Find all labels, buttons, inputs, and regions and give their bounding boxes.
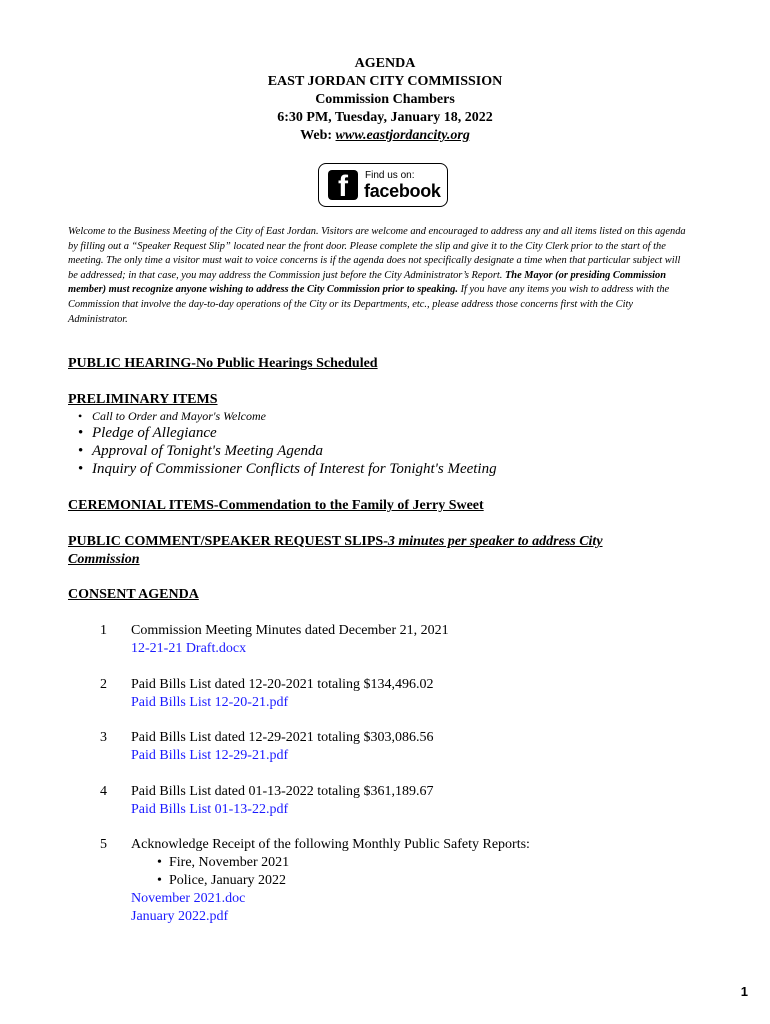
welcome-bold-text: The Mayor (or presiding Commission member) must recognize anyone wishing to address the City Commission prior to speaking.	[68, 269, 667, 296]
list-item: • Fire, November 2021	[131, 854, 691, 872]
item-number: 4	[100, 784, 107, 799]
preliminary-list	[68, 408, 497, 478]
item-number: 2	[100, 677, 107, 692]
preliminary-heading: PRELIMINARY ITEMS	[68, 392, 218, 407]
list-item: • Call to Order and Mayor's Welcome	[68, 408, 497, 424]
consent-heading: CONSENT AGENDA	[68, 587, 199, 602]
attachment-link[interactable]: Paid Bills List 01-13-22.pdf	[131, 802, 289, 817]
facebook-wordmark: facebook	[364, 181, 441, 201]
item-text: Acknowledge Receipt of the following Monthly Public Safety Reports:	[131, 837, 530, 852]
item-text: Paid Bills List dated 12-29-2021 totaling $303,086.56	[131, 730, 434, 745]
list-item: • Police, January 2022	[131, 872, 691, 890]
attachment-link[interactable]: January 2022.pdf	[131, 909, 229, 924]
list-item: • Approval of Tonight's Meeting Agenda	[68, 442, 497, 460]
attachment-link[interactable]: November 2021.doc	[131, 891, 246, 906]
ceremonial-heading: CEREMONIAL ITEMS-Commendation to the Family of Jerry Sweet	[68, 498, 484, 513]
list-item: • Pledge of Allegiance	[68, 424, 497, 442]
public-hearing-heading: PUBLIC HEARING-No Public Hearings Scheduled	[68, 356, 378, 371]
agenda-header	[0, 55, 770, 145]
facebook-icon: f	[328, 170, 358, 200]
welcome-text: Welcome to the Business Meeting of the City of East Jordan. Visitors are welcome and encouraged to address any and all items listed on this agenda by filling out a “Speaker Request Slip” located near the front door. Please complete the slip and give it to the City Clerk prior to the start of the meeting. The only time a visitor must wait to voice concerns is if the agenda does not specifically designate a time when that particular subject will be addressed; in that case, you may address the Commission just before the City Administrator’s Report.	[68, 226, 686, 281]
item-text: Paid Bills List dated 01-13-2022 totaling $361,189.67	[131, 784, 434, 799]
item-number: 5	[100, 837, 107, 852]
item-number: 1	[100, 623, 107, 638]
web-line	[0, 127, 770, 145]
safety-report-list	[131, 854, 691, 890]
attachment-link[interactable]: 12-21-21 Draft.docx	[131, 641, 247, 656]
web-label: Web:	[300, 128, 336, 143]
meeting-datetime: 6:30 PM, Tuesday, January 18, 2022	[277, 110, 493, 125]
list-item: • Inquiry of Commissioner Conflicts of Interest for Tonight's Meeting	[68, 460, 497, 478]
attachment-link[interactable]: Paid Bills List 12-20-21.pdf	[131, 695, 289, 710]
attachment-link[interactable]: Paid Bills List 12-29-21.pdf	[131, 748, 289, 763]
item-text: Paid Bills List dated 12-20-2021 totaling $134,496.02	[131, 677, 434, 692]
agenda-title: AGENDA	[354, 56, 416, 71]
public-comment-label: PUBLIC COMMENT/SPEAKER REQUEST SLIPS-	[68, 534, 388, 549]
welcome-text-end: If you have any items you wish to address with the Commission that involve the day-to-day operations of the City or its Departments, etc., please address those concerns first with the City Administrator.	[68, 284, 670, 325]
welcome-paragraph	[68, 225, 690, 327]
meeting-location: Commission Chambers	[315, 92, 455, 107]
commission-name: EAST JORDAN CITY COMMISSION	[267, 74, 503, 89]
facebook-find-text: Find us on:	[365, 170, 415, 181]
facebook-badge[interactable]	[318, 163, 448, 207]
page-number: 1	[740, 984, 748, 999]
public-comment-note: 3 minutes per speaker to address City Commission	[68, 534, 603, 567]
website-link[interactable]: www.eastjordancity.org	[335, 128, 470, 143]
item-text: Commission Meeting Minutes dated December 21, 2021	[131, 623, 449, 638]
public-comment-heading	[68, 533, 668, 569]
item-number: 3	[100, 730, 107, 745]
